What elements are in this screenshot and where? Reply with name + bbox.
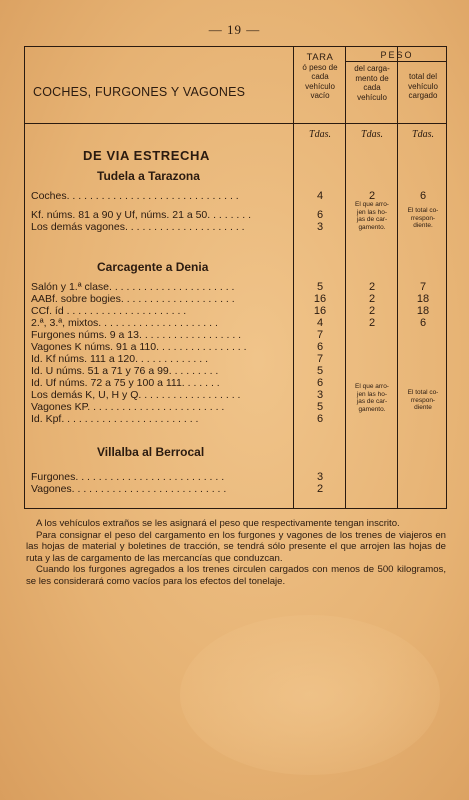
row-tara: 6 — [316, 209, 324, 221]
note-line: El que arro- — [355, 201, 389, 208]
row-tara: 5 — [316, 365, 324, 377]
note-total-tudela — [399, 207, 447, 230]
row-label: Salón y 1.ª clase. . . . . . . . . . . . . . . . . . . . . . — [31, 281, 235, 293]
note-line: gamento. — [358, 405, 386, 413]
line-heading-villalba: Villalba al Berrocal — [97, 445, 205, 459]
row-tara: 3 — [316, 471, 324, 483]
row-tara: 7 — [316, 353, 324, 365]
row-total: 18 — [416, 293, 430, 305]
unit-tara: Tdas. — [309, 129, 331, 140]
note-line: jas de car- — [356, 216, 388, 223]
row-tara: 2 — [316, 483, 324, 495]
table-row — [25, 353, 448, 365]
note-line: rrespon- — [410, 214, 436, 222]
row-label: Id. U núms. 51 a 71 y 76 a 99. . . . . . . . . — [31, 365, 219, 377]
row-label: Vagones K núms. 91 a 110. . . . . . . . . . . . . . . . — [31, 341, 247, 353]
section-via-estrecha: DE VIA ESTRECHA — [83, 148, 210, 163]
row-total: 6 — [419, 317, 427, 329]
cargamento-line-3: cada — [363, 83, 381, 92]
weights-table — [24, 46, 447, 509]
footnote: Cuando los furgones agregados a los trenes circulen cargados con menos de 500 kilogramos, se les considerará como vacíos para los efectos del tonelaje. — [26, 564, 446, 587]
paper-stain — [180, 615, 440, 775]
table-row — [25, 471, 448, 483]
cargamento-header — [347, 64, 397, 102]
note-line: El total co- — [407, 207, 439, 214]
row-tara: 16 — [313, 293, 327, 305]
cargamento-line-4: vehículo — [357, 92, 387, 102]
row-label: CCf. íd . . . . . . . . . . . . . . . . . . . . . — [31, 305, 187, 317]
footnote: A los vehículos extraños se les asignará el peso que respectivamente tengan inscrito. — [36, 518, 400, 529]
unit-total: Tdas. — [412, 129, 434, 140]
note-line: El total co- — [407, 389, 439, 396]
row-tara: 5 — [316, 281, 324, 293]
tara-label: TARA — [306, 52, 334, 63]
note-line: rrespon- — [410, 396, 436, 404]
row-carga: 2 — [368, 305, 376, 317]
row-tara: 6 — [316, 377, 324, 389]
col-rule-tara — [293, 47, 294, 508]
row-label: Furgones núms. 9 a 13. . . . . . . . . . . . . . . . . . — [31, 329, 242, 341]
line-heading-tudela: Tudela a Tarazona — [97, 169, 200, 183]
cargamento-line-2: mento de — [355, 73, 389, 83]
total-header — [399, 72, 447, 101]
total-line-1: total del — [408, 72, 438, 81]
row-carga: 2 — [368, 317, 376, 329]
row-label: Id. Kpf. . . . . . . . . . . . . . . . . . . . . . . . — [31, 413, 199, 425]
cargamento-line-1: del carga- — [354, 64, 390, 73]
total-line-2: vehículo — [408, 81, 438, 91]
tara-sub-2: cada — [311, 72, 329, 81]
row-label: 2.ª, 3.ª, mixtos. . . . . . . . . . . . . . . . . . . . . — [31, 317, 218, 329]
table-row — [25, 341, 448, 353]
row-tara: 5 — [316, 401, 324, 413]
table-row — [25, 317, 448, 329]
total-line-3: cargado — [408, 91, 438, 100]
note-line: jen las ho- — [357, 208, 387, 216]
row-label: Vagones. . . . . . . . . . . . . . . . . . . . . . . . . . . — [31, 483, 227, 495]
table-row — [25, 305, 448, 317]
tara-sub-3: vehículo — [305, 81, 335, 91]
table-row — [25, 329, 448, 341]
row-tara: 6 — [316, 413, 324, 425]
row-label: Id. Kf núms. 111 a 120. . . . . . . . . . . . . — [31, 353, 209, 365]
tara-header — [295, 53, 345, 101]
note-line: jen las ho- — [357, 390, 387, 398]
row-tara: 6 — [316, 341, 324, 353]
row-tara: 3 — [316, 221, 324, 233]
table-row — [25, 281, 448, 293]
note-line: jas de car- — [356, 398, 388, 405]
row-tara: 16 — [313, 305, 327, 317]
row-total: 6 — [419, 190, 427, 202]
note-total-carcagente — [399, 389, 447, 412]
row-tara: 4 — [316, 190, 324, 202]
unit-carga: Tdas. — [361, 129, 383, 140]
row-label: AABf. sobre bogies. . . . . . . . . . . . . . . . . . . . — [31, 293, 235, 305]
tara-sub-4: vacío — [310, 91, 330, 100]
header-rule — [25, 123, 446, 124]
footnote: Para consignar el peso del cargamento en los furgones y vagones de los trenes de viajeros en las hojas de material y boletines de tracción, se tendrá sólo presente el que arrojen las hojas de ruta y las de cargamento de las mercancías que conduzcan. — [26, 529, 446, 564]
note-line: diente. — [413, 222, 433, 229]
row-label: Los demás K, U, H y Q. . . . . . . . . . . . . . . . . . — [31, 389, 241, 401]
row-tara: 3 — [316, 389, 324, 401]
row-label: Coches. . . . . . . . . . . . . . . . . . . . . . . . . . . . . . — [31, 190, 239, 202]
row-label: Id. Uf núms. 72 a 75 y 100 a 111. . . . . . . — [31, 377, 220, 389]
note-carga-carcagente — [347, 383, 397, 413]
row-label: Kf. núms. 81 a 90 y Uf, núms. 21 a 50. . . . . . . . — [31, 209, 252, 221]
line-heading-carcagente: Carcagente a Denia — [97, 260, 209, 274]
row-tara: 4 — [316, 317, 324, 329]
row-label: Los demás vagones. . . . . . . . . . . . . . . . . . . . . — [31, 221, 245, 233]
row-carga: 2 — [368, 293, 376, 305]
tara-sub-1: ó peso de — [302, 62, 338, 72]
table-row — [25, 413, 448, 425]
row-label: Furgones. . . . . . . . . . . . . . . . . . . . . . . . . . — [31, 471, 225, 483]
note-line: diente — [414, 404, 432, 411]
row-total: 18 — [416, 305, 430, 317]
page-number: — 19 — — [208, 22, 261, 37]
table-row — [25, 483, 448, 495]
row-total: 7 — [419, 281, 427, 293]
col-rule-carga — [345, 47, 346, 508]
table-row — [25, 293, 448, 305]
peso-header: PESO — [380, 50, 414, 60]
note-line: gamento. — [358, 223, 386, 231]
note-carga-tudela — [347, 201, 397, 231]
row-carga: 2 — [368, 190, 376, 202]
row-label: Vagones KP. . . . . . . . . . . . . . . . . . . . . . . . — [31, 401, 225, 413]
table-title: COCHES, FURGONES Y VAGONES — [33, 85, 246, 99]
row-tara: 7 — [316, 329, 324, 341]
peso-rule — [345, 61, 447, 62]
col-rule-total — [397, 47, 398, 508]
table-row — [25, 365, 448, 377]
footnotes — [26, 518, 446, 587]
note-line: El que arro- — [355, 383, 389, 390]
row-carga: 2 — [368, 281, 376, 293]
